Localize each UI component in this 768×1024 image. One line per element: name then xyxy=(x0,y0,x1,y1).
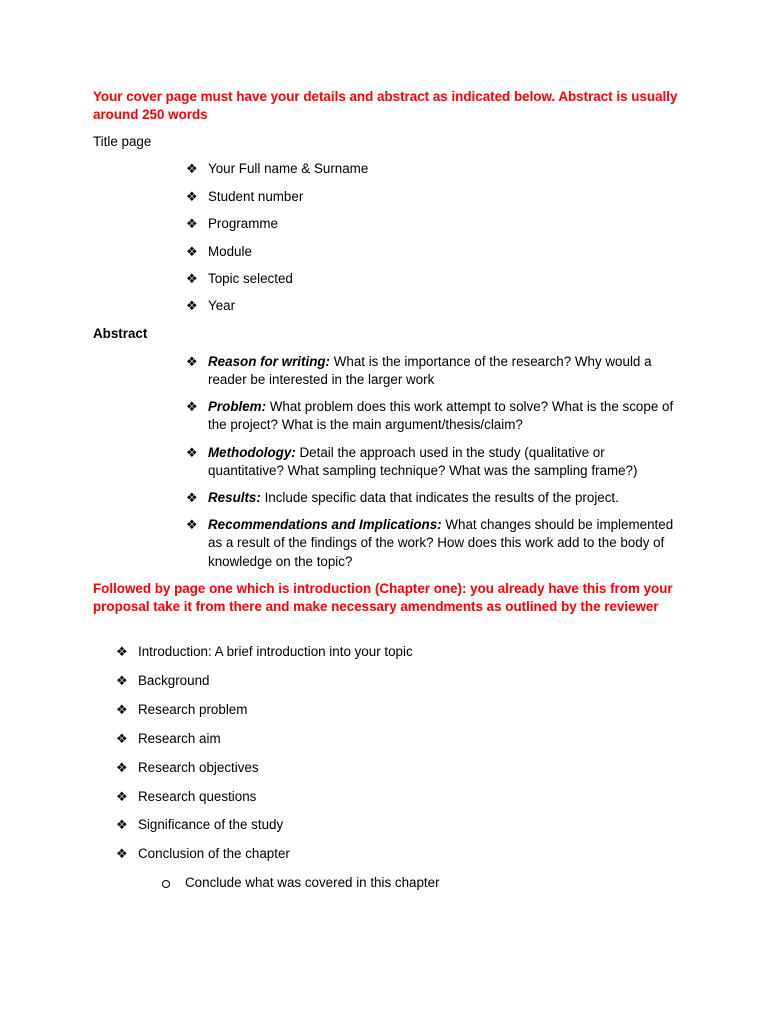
term-label: Problem: xyxy=(208,399,267,414)
list-item: ❖ Methodology: Detail the approach used in the study (qualitative or quantitative? What sampling technique? What was the sampling frame?) xyxy=(186,445,638,479)
term-label: Reason for writing: xyxy=(208,354,331,369)
list-item: ❖ Recommendations and Implications: What changes should be implemented as a result of the findings of the work? How does this work add to the body of knowledge on the topic? xyxy=(186,517,674,569)
diamond-bullet-icon: ❖ xyxy=(116,789,128,804)
list-item: ❖ Module xyxy=(186,243,676,261)
sub-list-item: Conclude what was covered in this chapter xyxy=(160,874,680,892)
diamond-bullet-icon: ❖ xyxy=(186,490,198,505)
diamond-bullet-icon: ❖ xyxy=(186,399,198,414)
list-item: ❖ Introduction: A brief introduction into your topic xyxy=(116,643,676,661)
list-item: ❖ Research objectives xyxy=(116,759,676,777)
diamond-bullet-icon: ❖ xyxy=(116,702,128,717)
diamond-bullet-icon: ❖ xyxy=(116,817,128,832)
chapter-one-instructions: Followed by page one which is introduction (Chapter one): you already have this from your proposal take it from there and make necessary amendments as outlined by the reviewer xyxy=(93,581,673,614)
list-item: ❖ Conclusion of the chapter xyxy=(116,845,676,863)
list-item: ❖ Year xyxy=(186,297,676,315)
list-item: ❖ Programme xyxy=(186,215,676,233)
list-item: ❖ Topic selected xyxy=(186,270,676,288)
diamond-bullet-icon: ❖ xyxy=(186,354,198,369)
list-item: ❖ Research questions xyxy=(116,788,676,806)
diamond-bullet-icon: ❖ xyxy=(186,445,198,460)
list-item: ❖ Your Full name & Surname xyxy=(186,160,676,178)
diamond-bullet-icon: ❖ xyxy=(116,673,128,688)
diamond-bullet-icon: ❖ xyxy=(186,244,198,259)
diamond-bullet-icon: ❖ xyxy=(186,298,198,313)
title-page-heading: Title page xyxy=(93,134,152,149)
diamond-bullet-icon: ❖ xyxy=(116,731,128,746)
diamond-bullet-icon: ❖ xyxy=(186,161,198,176)
diamond-bullet-icon: ❖ xyxy=(116,644,128,659)
list-item: ❖ Significance of the study xyxy=(116,816,676,834)
diamond-bullet-icon: ❖ xyxy=(186,189,198,204)
list-item: ❖ Student number xyxy=(186,188,676,206)
diamond-bullet-icon: ❖ xyxy=(186,216,198,231)
term-label: Results: xyxy=(208,490,261,505)
circle-bullet-icon xyxy=(162,880,170,888)
list-item: ❖ Problem: What problem does this work attempt to solve? What is the scope of the project? What is the main argument/thesis/claim? xyxy=(186,399,674,433)
diamond-bullet-icon: ❖ xyxy=(186,271,198,286)
diamond-bullet-icon: ❖ xyxy=(116,760,128,775)
list-item: ❖ Research problem xyxy=(116,701,676,719)
term-label: Methodology: xyxy=(208,445,296,460)
list-item: ❖ Reason for writing: What is the importance of the research? Why would a reader be interested in the larger work xyxy=(186,354,652,388)
abstract-heading: Abstract xyxy=(93,326,148,341)
list-item: ❖ Research aim xyxy=(116,730,676,748)
diamond-bullet-icon: ❖ xyxy=(116,846,128,861)
list-item: ❖ Background xyxy=(116,672,676,690)
diamond-bullet-icon: ❖ xyxy=(186,517,198,532)
term-label: Recommendations and Implications: xyxy=(208,517,442,532)
cover-page-instructions: Your cover page must have your details and abstract as indicated below. Abstract is usually around 250 words xyxy=(93,89,678,122)
list-item: ❖ Results: Include specific data that indicates the results of the project. xyxy=(186,489,676,507)
